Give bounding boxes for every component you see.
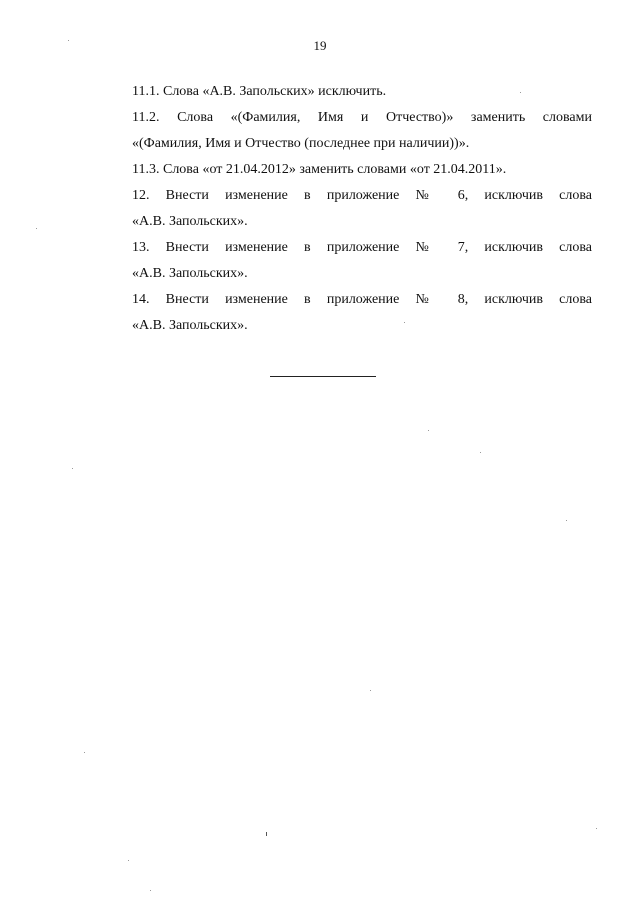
scan-speck	[596, 828, 597, 829]
paragraph-line: «(Фамилия, Имя и Отчество (последнее при наличии))».	[132, 136, 470, 151]
paragraph-line: 11.3. Слова «от 21.04.2012» заменить словами «от 21.04.2011».	[132, 162, 507, 177]
paragraph-11-3	[96, 157, 592, 183]
paragraph-11-2	[96, 105, 592, 157]
scan-speck	[404, 322, 405, 323]
paragraph-line: «А.В. Запольских».	[132, 214, 248, 229]
paragraph-13	[96, 235, 592, 287]
scan-speck	[266, 832, 267, 836]
scan-speck	[428, 430, 429, 431]
scan-speck	[520, 92, 521, 93]
paragraph-line: 11.2. Слова «(Фамилия, Имя и Отчество)» заменить словами	[132, 110, 592, 125]
paragraph-12	[96, 183, 592, 235]
paragraph-line: 13. Внести изменение в приложение № 7, исключив слова	[132, 240, 592, 255]
end-divider-line	[270, 376, 376, 377]
scan-speck	[480, 452, 481, 453]
scan-speck	[72, 468, 73, 469]
paragraph-14	[96, 287, 592, 339]
scan-speck	[128, 860, 129, 861]
page-number: 19	[313, 38, 327, 53]
scan-speck	[370, 690, 371, 691]
scan-speck	[36, 228, 37, 229]
paragraph-line: «А.В. Запольских».	[132, 318, 248, 333]
paragraph-line: 14. Внести изменение в приложение № 8, исключив слова	[132, 292, 592, 307]
paragraph-line: 11.1. Слова «А.В. Запольских» исключить.	[132, 84, 387, 99]
paragraph-line: «А.В. Запольских».	[132, 266, 248, 281]
scan-speck	[150, 890, 151, 891]
scan-speck	[566, 520, 567, 521]
paragraph-11-1	[96, 79, 592, 105]
scan-speck	[68, 40, 69, 41]
scan-speck	[84, 752, 85, 753]
paragraph-line: 12. Внести изменение в приложение № 6, исключив слова	[132, 188, 592, 203]
document-body	[96, 79, 592, 339]
